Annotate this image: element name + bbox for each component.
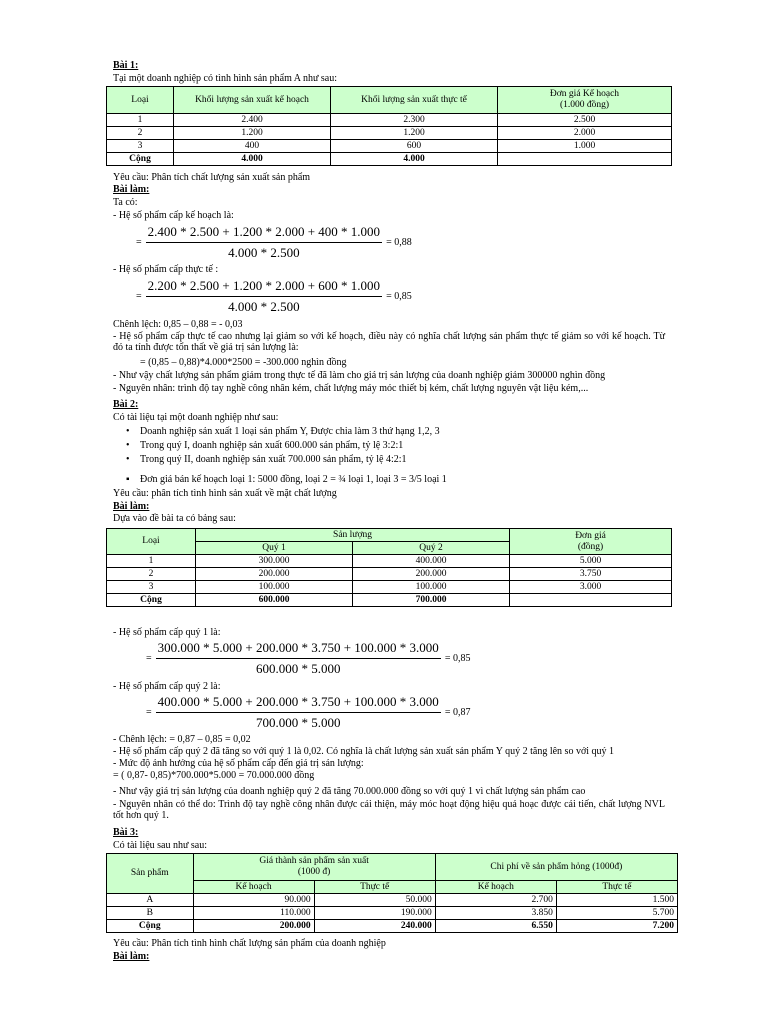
bai1-line: - Hệ số phẩm cấp kế hoạch là:: [113, 210, 234, 221]
table-row: [107, 894, 678, 907]
formula-denominator: 700.000 * 5.000: [255, 715, 341, 730]
formula-result: = 0,85: [444, 653, 471, 664]
bai2-line: - Chênh lệch: = 0,87 – 0,85 = 0,02: [113, 734, 251, 745]
table-cell: 3: [107, 140, 174, 153]
table-cell: 2.700: [435, 894, 556, 907]
table-cell: 700.000: [353, 594, 510, 607]
formula-numerator: 300.000 * 5.000 + 200.000 * 3.750 + 100.000 * 3.000: [156, 640, 441, 659]
formula-eq: =: [136, 291, 142, 302]
table-cell: 1.000: [498, 140, 672, 153]
table-cell: Cộng: [107, 153, 174, 166]
table-cell: 2.300: [331, 114, 498, 127]
table-cell: 2: [107, 127, 174, 140]
bai2-intro: Có tài liệu tại một doanh nghiệp như sau:: [113, 412, 279, 423]
bai3-intro: Có tài liệu sau như sau:: [113, 840, 208, 851]
table-total-row: [107, 920, 678, 933]
header-cell: Kế hoạch: [193, 881, 314, 894]
bai2-formula-q1: [146, 640, 470, 677]
header-cell: [510, 529, 672, 555]
bai1-intro: Tại một doanh nghiệp có tình hình sản phẩm A như sau:: [113, 73, 338, 84]
bai3-title: Bài 3:: [113, 827, 139, 838]
bai2-line: Dựa vào đề bài ta có bảng sau:: [113, 513, 236, 524]
table-cell: B: [107, 907, 194, 920]
bullet-icon: ▪: [126, 474, 130, 485]
bai1-line: - Hệ số phẩm cấp thực tế :: [113, 264, 219, 275]
header-line: (1.000 đồng): [559, 100, 610, 110]
bai1-line: Ta có:: [113, 197, 138, 208]
formula-result: = 0,88: [386, 237, 412, 248]
bai2-formula-q2: [146, 694, 470, 731]
table-row: [107, 114, 672, 127]
table-total-row: [107, 153, 672, 166]
table-cell: Cộng: [107, 920, 194, 933]
bai2-line: - Mức độ ảnh hưởng của hệ số phẩm cấp đến giá trị sản lượng:: [113, 758, 364, 769]
table-row: [107, 568, 672, 581]
bai3-solution-title: Bài làm:: [113, 951, 150, 962]
table-cell: 1: [107, 114, 174, 127]
table-cell: 2: [107, 568, 196, 581]
table-cell: 240.000: [314, 920, 435, 933]
formula-denominator: 4.000 * 2.500: [228, 299, 300, 314]
table-cell: 200.000: [193, 920, 314, 933]
bai2-line: - Như vậy giá trị sản lượng của doanh nghiệp quý 2 đã tăng 70.000.000 đồng so với quý 1 vì chất lượng sản phẩm cao: [113, 786, 586, 797]
bullet-icon: •: [126, 440, 130, 451]
header-cell: Khối lượng sản xuất thực tế: [331, 87, 498, 114]
header-cell: Kế hoạch: [435, 881, 556, 894]
table-cell: 6.550: [435, 920, 556, 933]
formula-eq: =: [146, 653, 152, 664]
bullet-icon: •: [126, 454, 130, 465]
table-cell: 200.000: [196, 568, 353, 581]
table-cell: 3.750: [510, 568, 672, 581]
header-cell: Sản lượng: [196, 529, 510, 542]
table-cell: 3: [107, 581, 196, 594]
header-cell: Thực tế: [556, 881, 677, 894]
header-line: (đồng): [577, 541, 604, 552]
table-cell: 7.200: [556, 920, 677, 933]
header-line: Đơn giá: [575, 530, 606, 541]
table-cell: 5.000: [510, 555, 672, 568]
table-cell: 2.400: [174, 114, 331, 127]
header-cell: Khối lượng sản xuất kế hoạch: [174, 87, 331, 114]
table-cell: 4.000: [174, 153, 331, 166]
bai2-line: = ( 0,87- 0,85)*700.000*5.000 = 70.000.000 đồng: [113, 770, 315, 781]
formula-denominator: 4.000 * 2.500: [228, 245, 300, 260]
bai2-line: - Hệ số phẩm cấp quý 2 là:: [113, 681, 221, 692]
table-cell: 2.500: [498, 114, 672, 127]
bullet-item: [126, 454, 407, 465]
bai2-title: Bài 2:: [113, 399, 139, 410]
bai1-formula-actual: [136, 278, 412, 315]
formula-denominator: 600.000 * 5.000: [255, 661, 341, 676]
table-cell: 50.000: [314, 894, 435, 907]
table-cell: 400: [174, 140, 331, 153]
bullet-icon: •: [126, 426, 130, 437]
bai2-line: - Hệ số phẩm cấp quý 2 đã tăng so với quý 1 là 0,02. Có nghĩa là chất lượng sản xuất sản phẩm Y quý 2 tăng lên so với quý 1: [113, 746, 615, 757]
header-line: Đơn giá Kế hoạch: [549, 89, 620, 99]
bullet-item: [126, 426, 440, 437]
table-cell: A: [107, 894, 194, 907]
bai1-paragraph: - Hệ số phẩm cấp thực tế cao nhưng lại giảm so với kế hoạch, điều này có nghĩa chất lượng sản phẩm thực tế giảm so với kế hoạch. Từ đó ta tính được tổn thất về giá trị sản lượng là:: [113, 331, 665, 353]
table-row: [107, 907, 678, 920]
table-cell: 1.200: [331, 127, 498, 140]
bai1-line: - Nguyên nhân: trình độ tay nghề công nhân kém, chất lượng máy móc thiết bị kém, chất lượng nguyên vật liệu kém,...: [113, 383, 589, 394]
table-cell: Cộng: [107, 594, 196, 607]
bai3-request: Yêu cầu: Phân tích tình hình chất lượng sản phẩm của doanh nghiệp: [113, 938, 386, 949]
header-cell: Thực tế: [314, 881, 435, 894]
formula-numerator: 2.400 * 2.500 + 1.200 * 2.000 + 400 * 1.000: [146, 224, 382, 243]
table-cell: 110.000: [193, 907, 314, 920]
header-line: (1000 đ): [297, 867, 331, 877]
formula-eq: =: [146, 707, 152, 718]
table-cell: 600: [331, 140, 498, 153]
bai1-formula-plan: [136, 224, 412, 261]
bullet-text: Trong quý II, doanh nghiệp sản xuất 700.000 sản phẩm, tỷ lệ 4:2:1: [140, 454, 407, 465]
bai1-line: Chênh lệch: 0,85 – 0,88 = - 0,03: [113, 319, 243, 330]
bai1-title: Bài 1:: [113, 60, 139, 71]
table-row: [107, 140, 672, 153]
bai1-line: - Như vậy chất lượng sản phẩm giảm trong thực tế đã làm cho giá trị sản lượng của doanh nghiệp giảm 300000 nghìn đồng: [113, 370, 606, 381]
header-cell: Sản phẩm: [107, 854, 194, 894]
header-cell: Quý 1: [196, 542, 353, 555]
formula-fraction: [146, 224, 382, 261]
table-cell: [510, 594, 672, 607]
header-cell: [193, 854, 435, 881]
formula-fraction: [156, 694, 441, 731]
formula-numerator: 2.200 * 2.500 + 1.200 * 2.000 + 600 * 1.000: [146, 278, 382, 297]
table-total-row: [107, 594, 672, 607]
bai1-request: Yêu cầu: Phân tích chất lượng sản xuất sản phẩm: [113, 172, 311, 183]
bai3-table: [106, 853, 678, 933]
header-cell: Quý 2: [353, 542, 510, 555]
bullet-text: Đơn giá bán kế hoạch loại 1: 5000 đồng, loại 2 = ¾ loại 1, loại 3 = 3/5 loại 1: [140, 474, 447, 485]
formula-result: = 0,85: [386, 291, 412, 302]
bai2-solution-title: Bài làm:: [113, 501, 150, 512]
table-cell: 5.700: [556, 907, 677, 920]
header-line: Giá thành sản phẩm sản xuất: [259, 856, 369, 866]
table-cell: 100.000: [353, 581, 510, 594]
bai1-table: [106, 86, 672, 166]
table-cell: 200.000: [353, 568, 510, 581]
bullet-text: Trong quý I, doanh nghiệp sản xuất 600.000 sản phẩm, tỷ lệ 3:2:1: [140, 440, 404, 451]
formula-fraction: [156, 640, 441, 677]
bai2-paragraph: - Nguyên nhân có thể do: Trình độ tay nghề công nhân được cải thiện, máy móc hoạt động hiệu quả hoạc được cải tiến, chất lượng NVL tốt hơn quý 1.: [113, 799, 665, 821]
table-row: [107, 581, 672, 594]
bai2-line: - Hệ số phẩm cấp quý 1 là:: [113, 627, 221, 638]
bai1-solution-title: Bài làm:: [113, 184, 150, 195]
table-row: [107, 127, 672, 140]
table-cell: 1.200: [174, 127, 331, 140]
bullet-item: [126, 440, 403, 451]
table-cell: 300.000: [196, 555, 353, 568]
table-cell: 90.000: [193, 894, 314, 907]
header-cell: Loại: [107, 87, 174, 114]
header-cell: Chi phí về sản phẩm hỏng (1000đ): [435, 854, 677, 881]
table-cell: 3.000: [510, 581, 672, 594]
table-cell: 1: [107, 555, 196, 568]
table-row: [107, 555, 672, 568]
header-cell: [498, 87, 672, 114]
header-cell: Loại: [107, 529, 196, 555]
bai2-request: Yêu cầu: phân tích tình hình sản xuất về mặt chất lượng: [113, 488, 337, 499]
table-cell: 2.000: [498, 127, 672, 140]
table-cell: 3.850: [435, 907, 556, 920]
table-cell: 600.000: [196, 594, 353, 607]
table-cell: 400.000: [353, 555, 510, 568]
table-cell: [498, 153, 672, 166]
formula-fraction: [146, 278, 382, 315]
formula-eq: =: [136, 237, 142, 248]
table-cell: 190.000: [314, 907, 435, 920]
table-cell: 1.500: [556, 894, 677, 907]
bai2-table: [106, 528, 672, 607]
formula-result: = 0,87: [444, 707, 471, 718]
bullet-text: Doanh nghiệp sản xuất 1 loại sản phẩm Y, Được chia làm 3 thứ hạng 1,2, 3: [140, 426, 440, 437]
table-cell: 100.000: [196, 581, 353, 594]
table-cell: 4.000: [331, 153, 498, 166]
bai1-line: = (0,85 – 0,88)*4.000*2500 = -300.000 nghìn đồng: [140, 357, 347, 368]
formula-numerator: 400.000 * 5.000 + 200.000 * 3.750 + 100.000 * 3.000: [156, 694, 441, 713]
bullet-item: [126, 474, 447, 485]
